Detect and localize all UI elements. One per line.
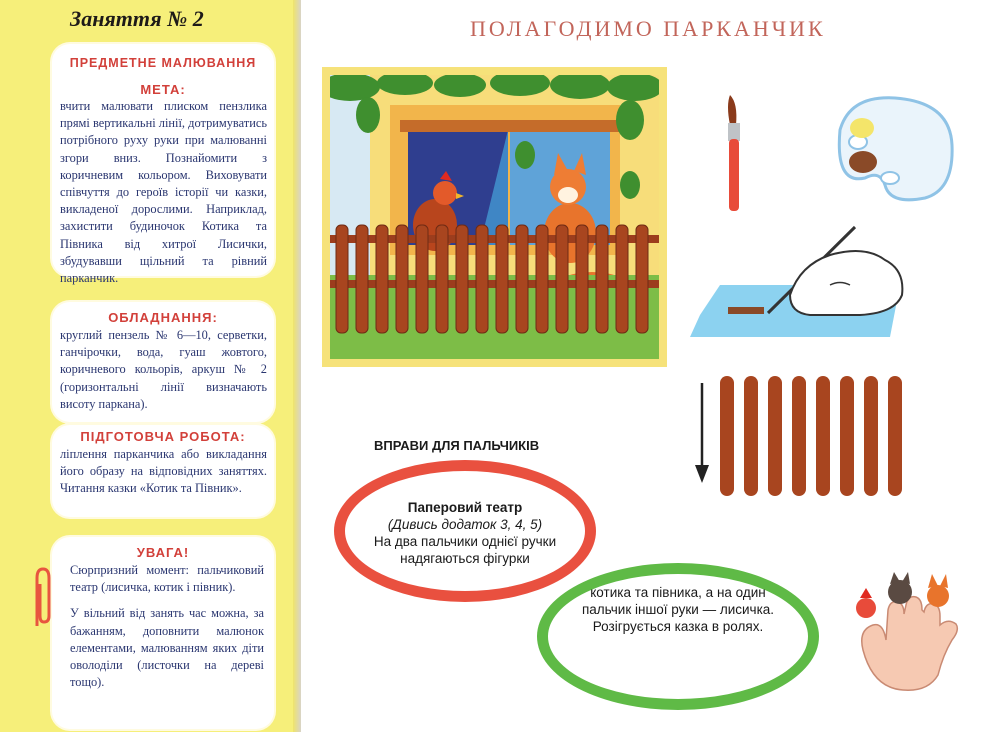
equipment-card bbox=[52, 302, 274, 422]
oval-red-heading: Паперовий театр bbox=[407, 500, 523, 515]
goal-card bbox=[52, 44, 274, 286]
palette-icon bbox=[830, 90, 960, 205]
lesson-title: Заняття № 2 bbox=[70, 6, 204, 31]
oval-green-body: котика та півника, а на один пальчик іншої руки — лисичка. Розігрується казка в ролях. bbox=[581, 585, 775, 634]
subject-heading: ПРЕДМЕТНЕ МАЛЮВАННЯ bbox=[69, 56, 257, 70]
oval-red-body: На два пальчики однієї ручки надягаються фігурки bbox=[373, 534, 557, 566]
prep-heading: ПІДГОТОВЧА РОБОТА: bbox=[80, 429, 246, 444]
paintbrush-icon bbox=[716, 95, 756, 215]
equipment-heading: ОБЛАДНАННЯ: bbox=[108, 310, 218, 325]
note-text-1: Сюрпризний момент: пальчиковий театр (лисичка, котик і півник). bbox=[70, 563, 264, 595]
down-arrow-icon bbox=[693, 383, 711, 483]
goal-heading: МЕТА: bbox=[140, 82, 186, 97]
prep-card bbox=[52, 425, 274, 517]
prep-text: ліплення парканчика або викладання його образу на відповідних заняттях. Читання казки «Котик та Півник». bbox=[60, 447, 267, 496]
page-title: ПОЛАГОДИМО ПАРКАНЧИК bbox=[470, 16, 826, 41]
fence-strokes-icon bbox=[718, 372, 910, 500]
exercises-title: ВПРАВИ ДЛЯ ПАЛЬЧИКІВ bbox=[374, 438, 540, 453]
hand-drawing-icon bbox=[690, 225, 920, 340]
story-illustration bbox=[322, 67, 667, 367]
paperclip-icon bbox=[30, 566, 52, 630]
oval-green bbox=[537, 563, 819, 710]
finger-puppets-icon bbox=[848, 570, 978, 695]
goal-text: вчити малювати плиском пензлика прямі вертикальні лінії, дотримуватись потрібного руху руки при малюванні згори вниз. Познайомити з коричневим кольором. Виховувати співчуття до героїв історії чи казки, викладеної дорослими. Наприклад, захистити будиночок Котика та Півника від хитрої Лисички, збудувавши щільний та рівний парканчик. bbox=[60, 99, 267, 286]
oval-red-text bbox=[357, 499, 573, 567]
note-text-2: У вільний від занять час можна, за бажанням, доповнити малюнок елементами, малюванням яких діти оволоділи (листочки на дереві тощо). bbox=[70, 606, 264, 690]
oval-red bbox=[334, 460, 596, 602]
note-heading: УВАГА! bbox=[136, 545, 190, 560]
sidebar-edge bbox=[293, 0, 301, 732]
oval-red-ref: (Дивись додаток 3, 4, 5) bbox=[387, 517, 543, 532]
fox-rooster-fence-illustration bbox=[330, 75, 659, 359]
note-card bbox=[52, 537, 274, 729]
equipment-text: круглий пензель № 6—10, серветки, ганчірочки, вода, гуаш жовтого, коричневого кольорів, аркуш № 2 (горизонтальні лінії визначають висоту паркана). bbox=[60, 328, 267, 411]
